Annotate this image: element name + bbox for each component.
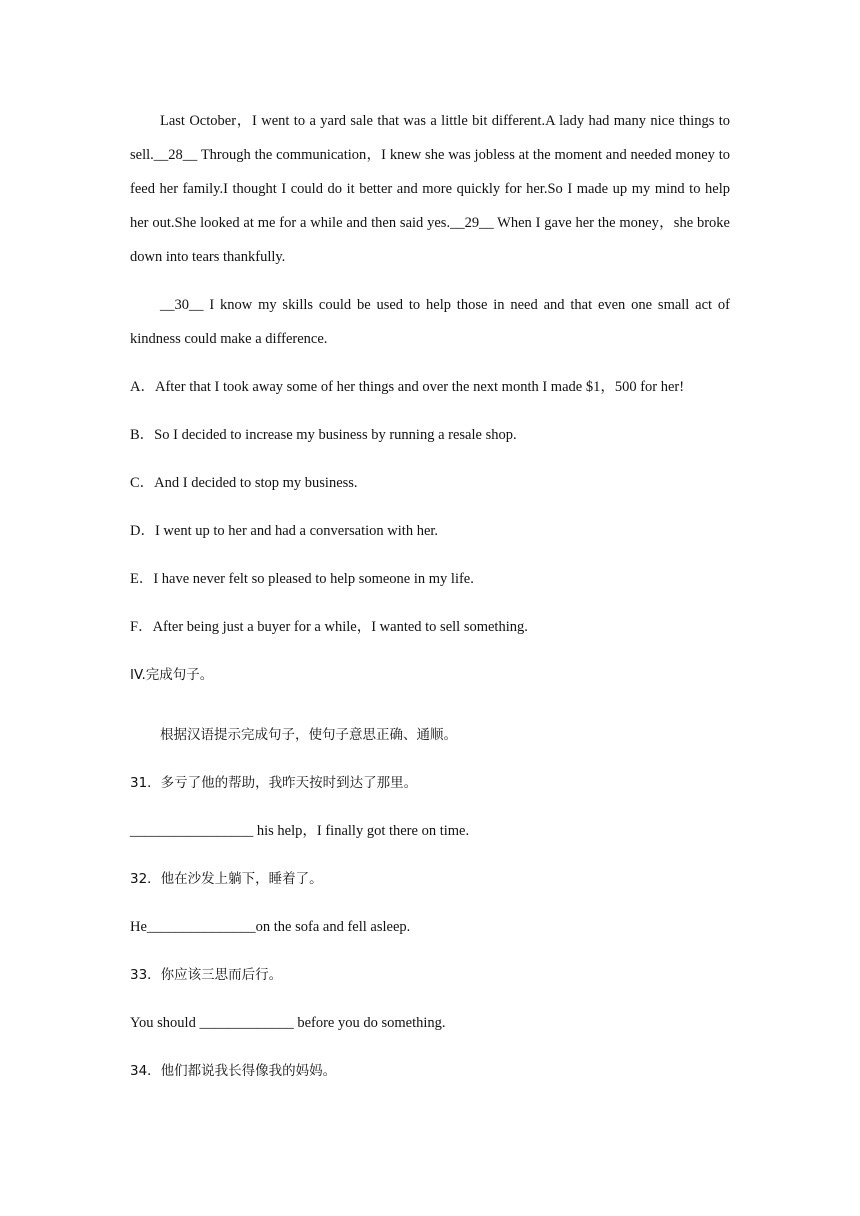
question-32-prompt: 32．他在沙发上躺下，睡着了。: [130, 871, 323, 887]
option-f: F．After being just a buyer for a while，I wanted to sell something.: [130, 619, 528, 635]
question-31-prompt: 31．多亏了他的帮助，我昨天按时到达了那里。: [130, 775, 418, 791]
section-heading: IV.完成句子。: [130, 667, 214, 683]
option-c: C．And I decided to stop my business.: [130, 475, 358, 491]
option-a: A．After that I took away some of her things and over the next month I made $1，500 for her!: [130, 379, 685, 395]
option-d: D．I went up to her and had a conversation with her.: [130, 523, 439, 539]
passage-paragraph-2: __30__ I know my skills could be used to help those in need and that even one small act of kindness could make a difference.: [130, 297, 730, 347]
option-e: E．I have never felt so pleased to help someone in my life.: [130, 571, 474, 587]
question-33-answer-line: You should _____________ before you do something.: [130, 1015, 446, 1031]
option-b: B．So I decided to increase my business by running a resale shop.: [130, 427, 517, 443]
question-34-prompt: 34．他们都说我长得像我的妈妈。: [130, 1063, 337, 1079]
question-31-answer-line: _________________ his help，I finally got there on time.: [130, 823, 470, 839]
section-instruction: 根据汉语提示完成句子，使句子意思正确、通顺。: [160, 727, 457, 743]
document-page: [130, 104, 730, 1088]
question-33-prompt: 33．你应该三思而后行。: [130, 967, 283, 983]
question-32-answer-line: He_______________on the sofa and fell asleep.: [130, 919, 411, 935]
passage-paragraph-1: Last October，I went to a yard sale that was a little bit different.A lady had many nice things to sell.__28__ Through the communication，I knew she was jobless at the moment and needed money to feed her family.I thought I could do it better and more quickly for her.So I made up my mind to help her out.She looked at me for a while and then said yes.__29__ When I gave her the money，she broke down into tears thankfully.: [130, 113, 730, 265]
